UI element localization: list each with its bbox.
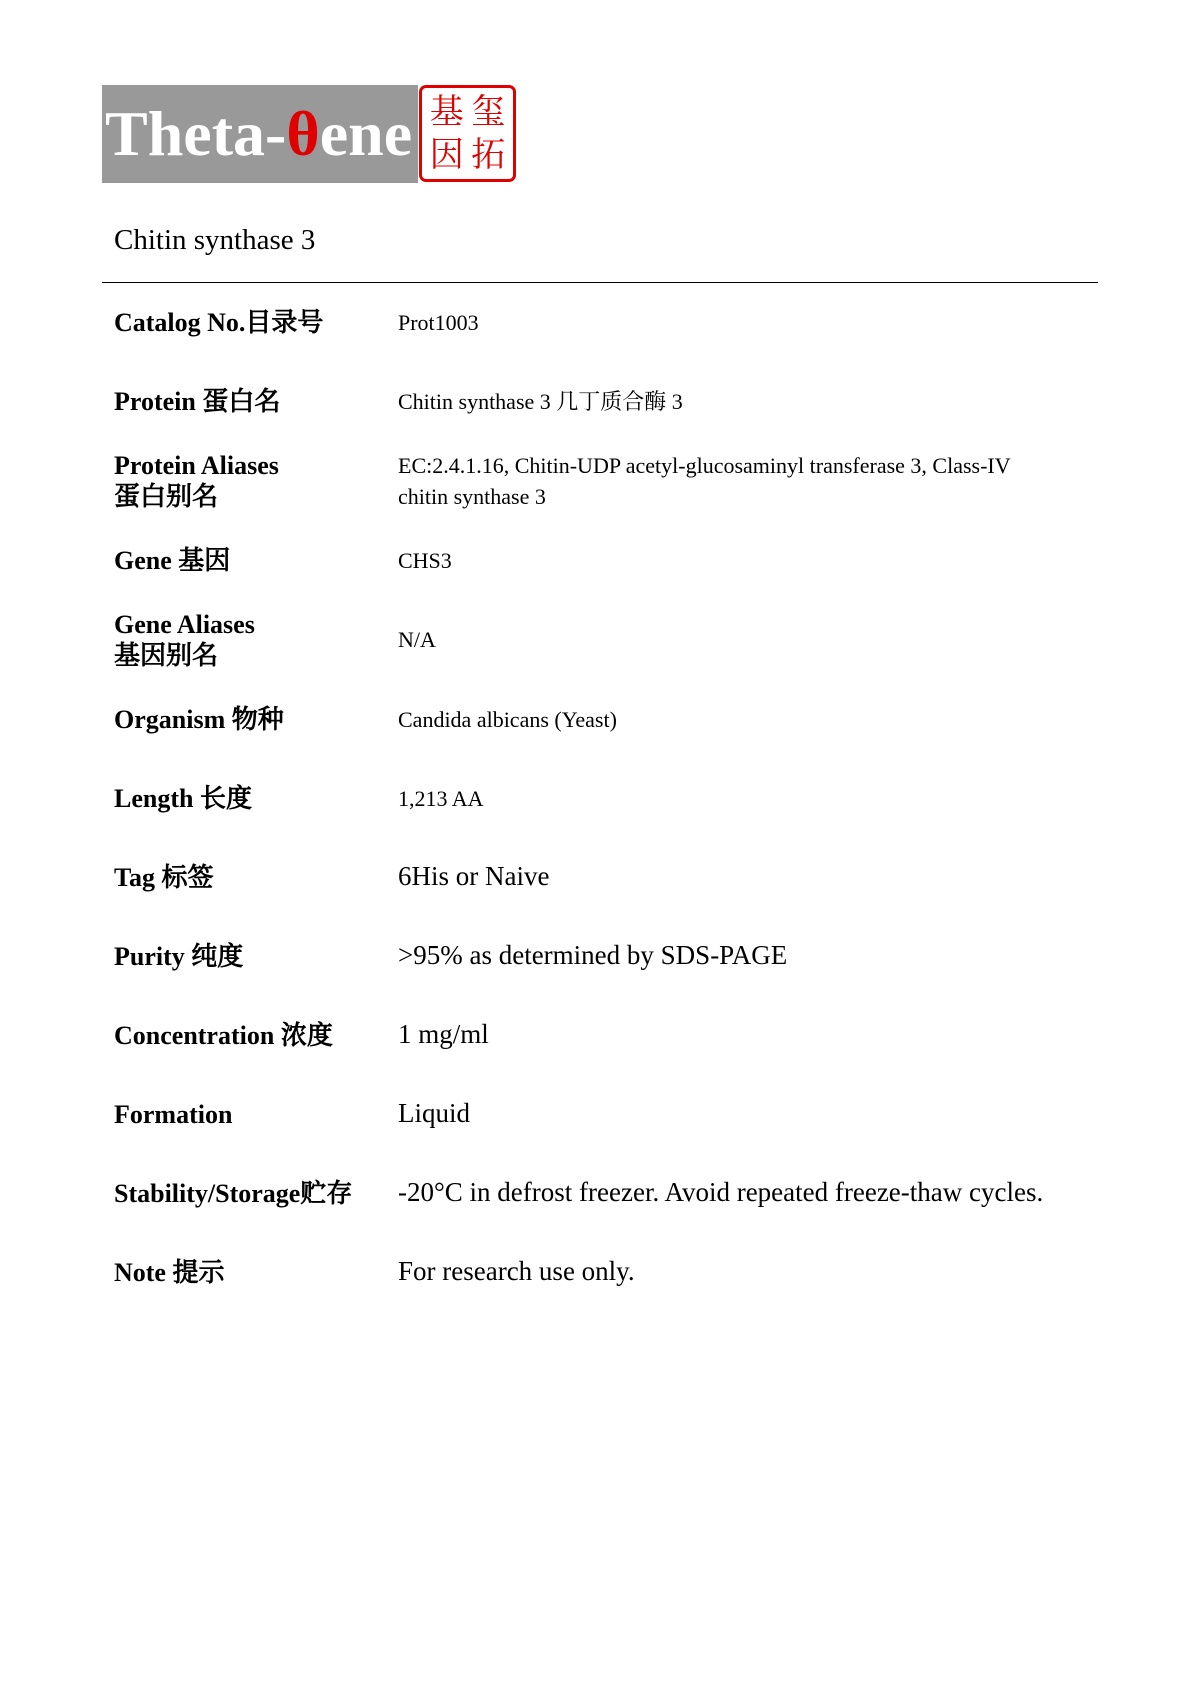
protein-aliases-label-zh: 蛋白别名 bbox=[114, 482, 219, 511]
organism-value: Candida albicans (Yeast) bbox=[398, 707, 617, 732]
logo-theta: θ bbox=[286, 98, 320, 169]
protein-aliases-value-2: chitin synthase 3 bbox=[398, 484, 546, 509]
catalog-value: Prot1003 bbox=[398, 310, 479, 335]
purity-value: >95% as determined by SDS-PAGE bbox=[398, 940, 788, 970]
formation-value: Liquid bbox=[398, 1098, 470, 1128]
logo-wordmark bbox=[102, 85, 418, 183]
length-label: Length 长度 bbox=[114, 784, 252, 813]
seal-char: 因 bbox=[429, 134, 464, 175]
protein-value: Chitin synthase 3 几丁质合酶 3 bbox=[398, 389, 683, 414]
tag-label: Tag 标签 bbox=[114, 863, 214, 892]
note-label: Note 提示 bbox=[114, 1258, 225, 1287]
protein-aliases-label-en: Protein Aliases bbox=[114, 451, 279, 480]
logo-text-prefix: Theta- bbox=[105, 98, 287, 169]
gene-value: CHS3 bbox=[398, 548, 452, 573]
seal-char: 玺 bbox=[471, 92, 506, 133]
gene-label: Gene 基因 bbox=[114, 546, 231, 575]
seal-char: 基 bbox=[429, 92, 464, 133]
protein-label: Protein 蛋白名 bbox=[114, 387, 281, 416]
purity-label: Purity 纯度 bbox=[114, 942, 244, 971]
tag-value: 6His or Naive bbox=[398, 861, 550, 891]
company-logo bbox=[102, 85, 516, 183]
product-title: Chitin synthase 3 bbox=[114, 224, 316, 256]
seal-char: 拓 bbox=[471, 134, 506, 175]
concentration-value: 1 mg/ml bbox=[398, 1019, 489, 1049]
logo-text-suffix: ene bbox=[319, 98, 413, 169]
gene-aliases-value: N/A bbox=[398, 627, 436, 652]
length-value: 1,213 AA bbox=[398, 786, 484, 811]
catalog-label: Catalog No.目录号 bbox=[114, 308, 324, 337]
title-divider bbox=[102, 282, 1098, 283]
gene-aliases-label-en: Gene Aliases bbox=[114, 610, 255, 639]
concentration-label: Concentration 浓度 bbox=[114, 1021, 333, 1050]
gene-aliases-label-zh: 基因别名 bbox=[114, 641, 219, 670]
storage-value: -20°C in defrost freezer. Avoid repeated freeze-thaw cycles. bbox=[398, 1177, 1044, 1207]
formation-label: Formation bbox=[114, 1100, 233, 1129]
storage-label: Stability/Storage贮存 bbox=[114, 1179, 353, 1208]
protein-aliases-value-1: EC:2.4.1.16, Chitin-UDP acetyl-glucosaminyl transferase 3, Class-IV bbox=[398, 453, 1011, 478]
note-value: For research use only. bbox=[398, 1256, 635, 1286]
logo-seal bbox=[419, 85, 516, 182]
organism-label: Organism 物种 bbox=[114, 705, 284, 734]
